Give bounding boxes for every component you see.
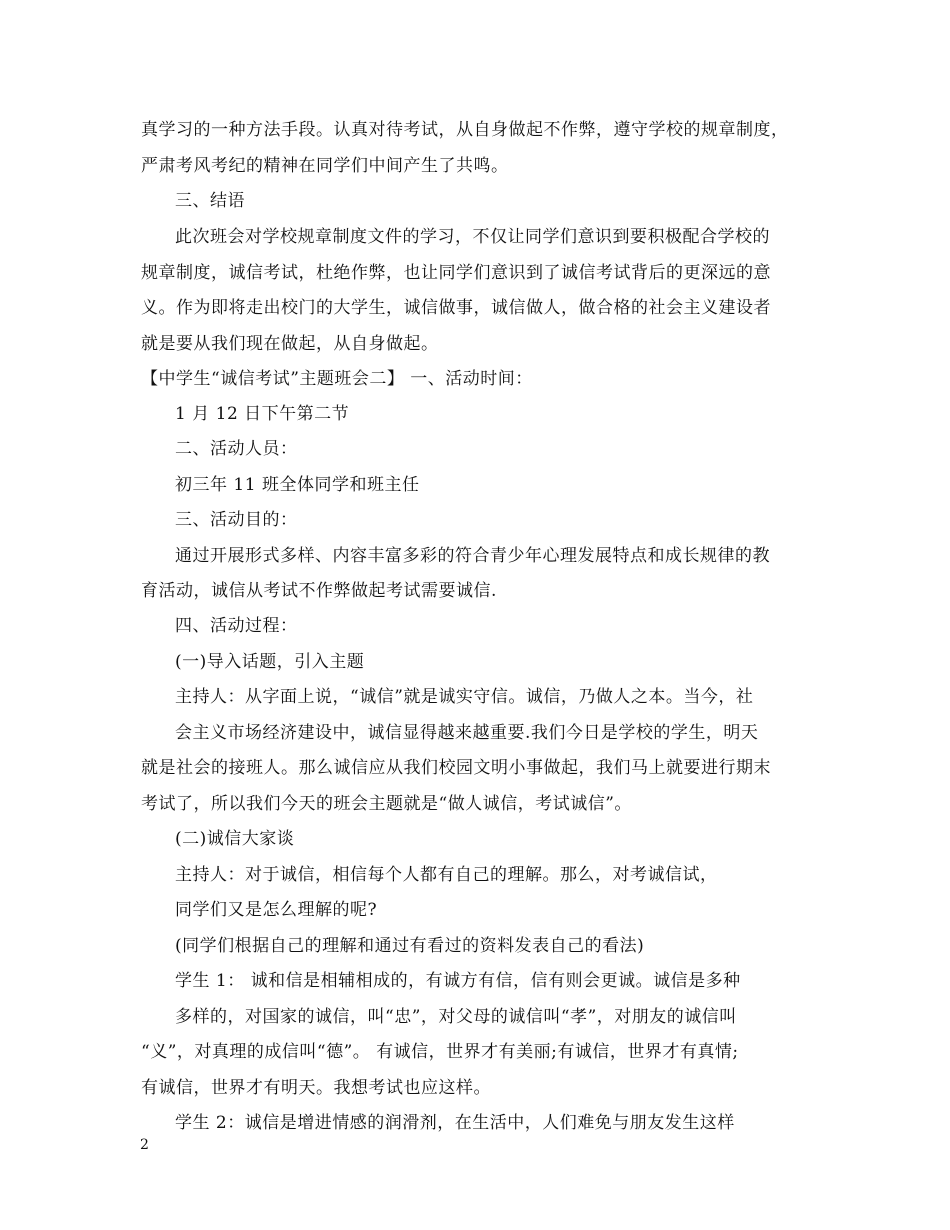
subsection-heading: (一)导入话题，引入主题	[175, 652, 365, 672]
subsection-heading: (二)诚信大家谈	[175, 829, 295, 849]
body-text-line: 初三年 11 班全体同学和班主任	[175, 475, 420, 495]
body-text-line: 学生 1： 诚和信是相辅相成的，有诚方有信，信有则会更诚。诚信是多种	[175, 971, 741, 991]
body-text-line: 规章制度，诚信考试，杜绝作弊，也让同学们意识到了诚信考试背后的更深远的意	[141, 263, 771, 283]
body-text-line: 就是要从我们现在做起，从自身做起。	[141, 334, 439, 354]
body-text-line: 严肃考风考纪的精神在同学们中间产生了共鸣。	[141, 156, 509, 176]
body-text-line: 真学习的一种方法手段。认真对待考试，从自身做起不作弊，遵守学校的规章制度，	[141, 120, 789, 140]
body-text-line: 1 月 12 日下午第二节	[175, 404, 350, 424]
section-heading: 四、活动过程：	[175, 616, 298, 636]
body-text-line: “义”，对真理的成信叫“德”。 有诚信，世界才有美丽;有诚信，世界才有真情;	[141, 1042, 739, 1062]
body-text-line: 通过开展形式多样、内容丰富多彩的符合青少年心理发展特点和成长规律的教	[175, 546, 770, 566]
body-text-line: 主持人：从字面上说，“诚信”就是诚实守信。诚信，乃做人之本。当今，社	[175, 687, 754, 707]
body-text-line: 多样的，对国家的诚信，叫“忠”，对父母的诚信叫“孝”，对朋友的诚信叫	[175, 1007, 737, 1027]
section-heading: 三、结语	[175, 191, 245, 211]
section-heading: 二、活动人员：	[175, 439, 298, 459]
document-title-line: 【中学生“诚信考试”主题班会二】 一、活动时间：	[141, 369, 533, 389]
body-text-line: 义。作为即将走出校门的大学生，诚信做事，诚信做人，做合格的社会主义建设者	[141, 298, 771, 318]
body-text-line: 学生 2：诚信是增进情感的润滑剂，在生活中，人们难免与朋友发生这样	[175, 1113, 735, 1133]
body-text-line: 此次班会对学校规章制度文件的学习，不仅让同学们意识到要积极配合学校的	[175, 227, 770, 247]
body-text-line: 有诚信，世界才有明天。我想考试也应这样。	[141, 1078, 491, 1098]
body-text-line: 会主义市场经济建设中，诚信显得越来越重要.我们今日是学校的学生，明天	[175, 723, 759, 743]
body-text-line: 考试了，所以我们今天的班会主题就是“做人诚信，考试诚信”。	[141, 794, 632, 814]
body-text-line: 就是社会的接班人。那么诚信应从我们校园文明小事做起，我们马上就要进行期末	[141, 758, 771, 778]
body-text-line: (同学们根据自己的理解和通过有看过的资料发表自己的看法)	[175, 936, 645, 956]
page-number: 2	[140, 1137, 149, 1153]
body-text-line: 主持人：对于诚信，相信每个人都有自己的理解。那么，对考诚信试，	[175, 865, 718, 885]
body-text-line: 育活动，诚信从考试不作弊做起考试需要诚信.	[141, 581, 497, 601]
body-text-line: 同学们又是怎么理解的呢?	[175, 900, 378, 920]
section-heading: 三、活动目的：	[175, 510, 298, 530]
